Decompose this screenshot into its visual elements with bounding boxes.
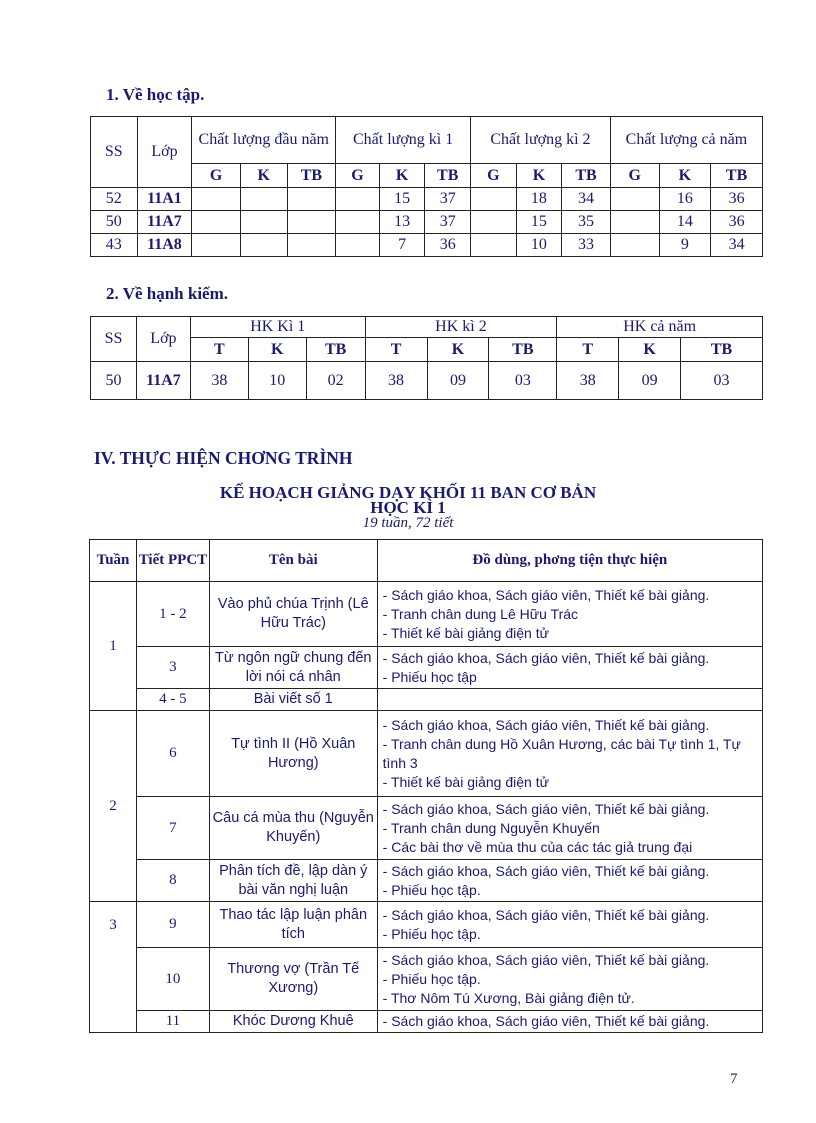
- table-row: [91, 234, 763, 257]
- material-item: - Sách giáo khoa, Sách giáo viên, Thiết kế bài giảng.: [382, 649, 710, 666]
- cell: 36: [711, 188, 763, 211]
- sub-k: K: [248, 338, 306, 362]
- lesson-cell: Tự tình II (Hồ Xuân Hương): [209, 711, 377, 797]
- table-row: [90, 689, 763, 711]
- cell: 10: [248, 362, 306, 400]
- cell: [240, 211, 287, 234]
- cell: 03: [489, 362, 557, 400]
- table-row: [91, 362, 763, 400]
- sub-g: G: [471, 164, 517, 188]
- period-cell: 1 - 2: [136, 582, 209, 647]
- header-group-sem1: HK Kì 1: [190, 317, 365, 338]
- cell: 9: [659, 234, 711, 257]
- cell: 11A7: [136, 362, 190, 400]
- cell: 35: [562, 211, 611, 234]
- period-cell: 10: [136, 948, 209, 1011]
- sub-k: K: [659, 164, 711, 188]
- material-item: - Sách giáo khoa, Sách giáo viên, Thiết kế bài giảng.: [382, 716, 710, 733]
- material-item: - Phiếu học tập.: [382, 970, 481, 987]
- cell: 15: [516, 211, 562, 234]
- cell: 09: [619, 362, 681, 400]
- cell: 36: [425, 234, 471, 257]
- materials-cell: [377, 902, 762, 948]
- cell: 37: [425, 211, 471, 234]
- sub-tb: TB: [562, 164, 611, 188]
- plan-title: KẾ HOẠCH GIẢNG DẠY KHỐI 11 BAN CƠ BẢN: [219, 483, 597, 502]
- header-group-year: Chất lượng cả năm: [610, 117, 762, 164]
- cell: 10: [516, 234, 562, 257]
- lesson-cell: Vào phủ chúa Trịnh (Lê Hữu Trác): [209, 582, 377, 647]
- period-cell: 9: [136, 902, 209, 948]
- cell: [610, 188, 659, 211]
- lesson-cell: Khóc Dương Khuê: [209, 1011, 377, 1033]
- header-materials: Đồ dùng, phơng tiện thực hiện: [377, 540, 762, 582]
- material-item: - Sách giáo khoa, Sách giáo viên, Thiết kế bài giảng.: [382, 906, 710, 923]
- material-item: - Phiếu học tập: [382, 668, 477, 685]
- cell: [287, 188, 336, 211]
- table-row: [91, 188, 763, 211]
- table-row: [90, 647, 763, 689]
- sub-t: T: [557, 338, 619, 362]
- cell: [471, 211, 517, 234]
- header-class: Lớp: [136, 317, 190, 362]
- period-cell: 8: [136, 860, 209, 902]
- cell: 11A1: [137, 188, 192, 211]
- material-item: - Sách giáo khoa, Sách giáo viên, Thiết kế bài giảng.: [382, 586, 710, 603]
- materials-cell: [377, 1011, 762, 1033]
- plan-subtitle: 19 tuần, 72 tiết: [362, 515, 454, 531]
- sub-tb: TB: [711, 164, 763, 188]
- cell: 11A7: [137, 211, 192, 234]
- table-row: [90, 711, 763, 797]
- cell: 52: [91, 188, 138, 211]
- lesson-cell: Thao tác lập luận phân tích: [209, 902, 377, 948]
- period-cell: 4 - 5: [136, 689, 209, 711]
- table-row: [90, 902, 763, 948]
- period-cell: 7: [136, 797, 209, 860]
- sub-tb: TB: [287, 164, 336, 188]
- period-cell: 3: [136, 647, 209, 689]
- week-cell: 3: [90, 902, 137, 1033]
- sub-k: K: [516, 164, 562, 188]
- header-group-sem2: Chất lượng kì 2: [471, 117, 611, 164]
- table-row: [90, 797, 763, 860]
- sub-g: G: [336, 164, 380, 188]
- cell: [192, 211, 241, 234]
- cell: [336, 211, 380, 234]
- cell: 34: [562, 188, 611, 211]
- table-row: [90, 948, 763, 1011]
- teaching-plan-table: [89, 539, 763, 1033]
- cell: [192, 188, 241, 211]
- materials-cell: [377, 689, 762, 711]
- section-heading-study: 1. Về học tập.: [106, 85, 205, 104]
- material-item: - Thiết kế bài giảng điện tử: [382, 624, 549, 641]
- lesson-cell: Bài viết số 1: [209, 689, 377, 711]
- materials-cell: [377, 797, 762, 860]
- lesson-cell: Từ ngôn ngữ chung đến lời nói cá nhân: [209, 647, 377, 689]
- section-heading-conduct: 2. Về hạnh kiểm.: [106, 284, 229, 303]
- material-item: - Tranh chân dung Hồ Xuân Hương, các bài Tự tình 1, Tự tình 3: [382, 735, 741, 771]
- materials-cell: [377, 711, 762, 797]
- cell: [610, 211, 659, 234]
- cell: 33: [562, 234, 611, 257]
- table-row: [90, 582, 763, 647]
- material-item: - Sách giáo khoa, Sách giáo viên, Thiết kế bài giảng.: [382, 1013, 710, 1029]
- sub-t: T: [365, 338, 427, 362]
- cell: [287, 211, 336, 234]
- cell: [240, 188, 287, 211]
- cell: [240, 234, 287, 257]
- header-group-start: Chất lượng đầu năm: [192, 117, 336, 164]
- material-item: - Phiếu học tập.: [382, 925, 481, 942]
- header-ss: SS: [91, 317, 137, 362]
- section-heading-program: IV. THỰC HIỆN CHƠNG TRÌNH: [94, 448, 353, 468]
- cell: 38: [365, 362, 427, 400]
- material-item: - Sách giáo khoa, Sách giáo viên, Thiết kế bài giảng.: [382, 951, 710, 968]
- lesson-cell: Câu cá mùa thu (Nguyễn Khuyến): [209, 797, 377, 860]
- table-row: [90, 1011, 763, 1033]
- materials-cell: [377, 948, 762, 1011]
- sub-g: G: [192, 164, 241, 188]
- cell: [336, 234, 380, 257]
- cell: 09: [427, 362, 489, 400]
- sub-tb: TB: [489, 338, 557, 362]
- period-cell: 6: [136, 711, 209, 797]
- material-item: - Tranh chân dung Nguyễn Khuyến: [382, 819, 600, 836]
- material-item: - Sách giáo khoa, Sách giáo viên, Thiết kế bài giảng.: [382, 862, 710, 879]
- page-number: 7: [730, 1071, 738, 1087]
- cell: 16: [659, 188, 711, 211]
- conduct-table: [90, 316, 763, 400]
- sub-k: K: [427, 338, 489, 362]
- material-item: - Tranh chân dung Lê Hữu Trác: [382, 605, 579, 622]
- cell: 13: [379, 211, 425, 234]
- material-item: - Các bài thơ về mùa thu của các tác giả trung đại: [382, 838, 693, 855]
- materials-cell: [377, 860, 762, 902]
- header-group-sem1: Chất lượng kì 1: [336, 117, 471, 164]
- material-item: - Phiếu học tập.: [382, 881, 481, 898]
- week-cell: 2: [90, 711, 137, 902]
- cell: [192, 234, 241, 257]
- header-lesson: Tên bài: [209, 540, 377, 582]
- week-cell: 1: [90, 582, 137, 711]
- cell: 36: [711, 211, 763, 234]
- cell: 18: [516, 188, 562, 211]
- cell: 02: [306, 362, 365, 400]
- cell: 11A8: [137, 234, 192, 257]
- header-class: Lớp: [137, 117, 192, 188]
- sub-k: K: [619, 338, 681, 362]
- cell: [610, 234, 659, 257]
- sub-k: K: [240, 164, 287, 188]
- cell: 38: [190, 362, 248, 400]
- header-group-year: HK cả năm: [557, 317, 763, 338]
- cell: 15: [379, 188, 425, 211]
- table-row: [90, 860, 763, 902]
- cell: 38: [557, 362, 619, 400]
- header-ss: SS: [91, 117, 138, 188]
- sub-g: G: [610, 164, 659, 188]
- lesson-cell: Thương vợ (Trần Tế Xương): [209, 948, 377, 1011]
- cell: 14: [659, 211, 711, 234]
- study-results-table: [90, 116, 763, 257]
- sub-tb: TB: [425, 164, 471, 188]
- sub-tb: TB: [306, 338, 365, 362]
- header-group-sem2: HK kì 2: [365, 317, 557, 338]
- table-row: [91, 211, 763, 234]
- cell: 37: [425, 188, 471, 211]
- cell: [471, 188, 517, 211]
- cell: 03: [681, 362, 763, 400]
- lesson-cell: Phân tích đề, lập dàn ý bài văn nghị luận: [209, 860, 377, 902]
- plan-semester: HỌC KÌ 1: [370, 498, 446, 517]
- cell: 7: [379, 234, 425, 257]
- cell: 50: [91, 211, 138, 234]
- header-week: Tuần: [90, 540, 137, 582]
- sub-tb: TB: [681, 338, 763, 362]
- cell: 34: [711, 234, 763, 257]
- cell: [287, 234, 336, 257]
- material-item: - Thơ Nôm Tú Xương, Bài giảng điện tử.: [382, 989, 635, 1006]
- materials-cell: [377, 647, 762, 689]
- period-cell: 11: [136, 1011, 209, 1033]
- cell: [336, 188, 380, 211]
- cell: 43: [91, 234, 138, 257]
- cell: 50: [91, 362, 137, 400]
- material-item: - Sách giáo khoa, Sách giáo viên, Thiết kế bài giảng.: [382, 800, 710, 817]
- material-item: - Thiết kế bài giảng điện tử: [382, 773, 549, 790]
- materials-cell: [377, 582, 762, 647]
- sub-t: T: [190, 338, 248, 362]
- header-period: Tiết PPCT: [136, 540, 209, 582]
- cell: [471, 234, 517, 257]
- sub-k: K: [379, 164, 425, 188]
